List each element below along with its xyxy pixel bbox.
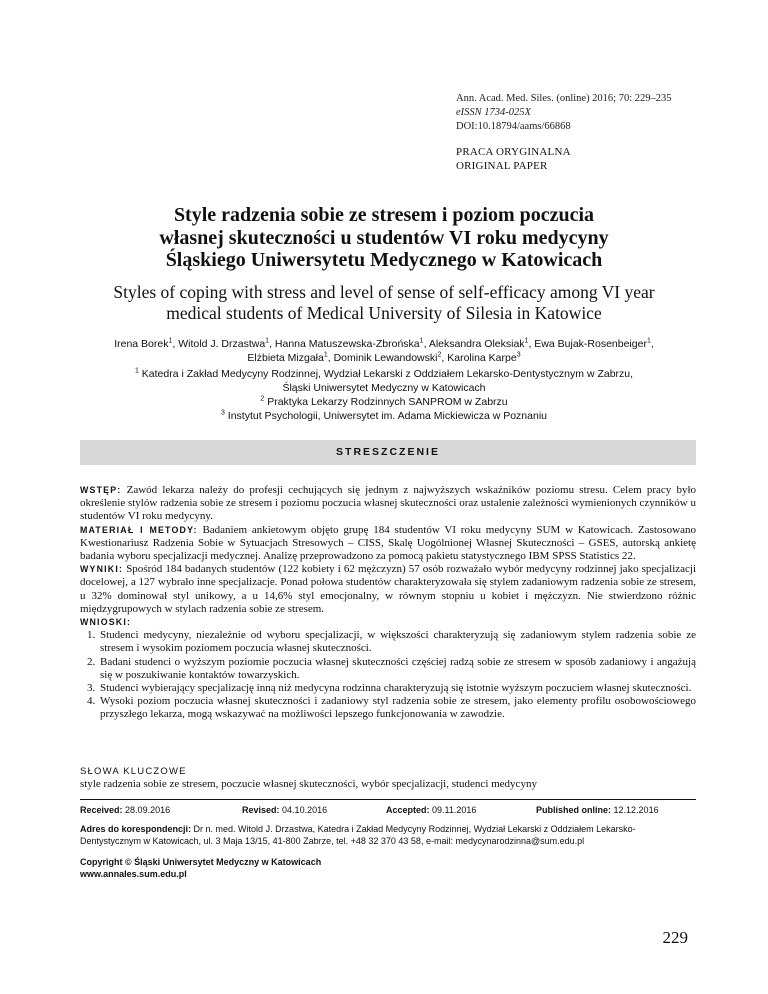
eissn: eISSN 1734-025X — [456, 107, 531, 118]
list-item: 2. Badani studenci o wyższym poziomie poczucia własnej skuteczności częściej radzą sobie ze stresem w sposób zadaniowy i angażują się w poszukiwanie kontaktów towarzyskich. — [98, 656, 696, 682]
abstract-results: WYNIKI: Spośród 184 badanych studentów (122 kobiety i 62 mężczyzn) 57 osób rozważało wybór medycyny rodzinnej jako specjalizacji docelowej, a 127 wybrało inne specjalizacje. Ponad połowa studentów charakteryzowała się stylem zadaniowym radzenia sobie ze stresem, u 32% dominował styl unikowy, a u 14,6% styl emocjonalny, w równym stopniu u kobiet i mężczyzn. Nie stwierdzono różnic międzygrupowych w stylach radzenia sobie ze stresem. — [80, 563, 697, 615]
title-en-line: Styles of coping with stress and level of sense of self-efficacy among VI year — [113, 282, 655, 302]
paper-type-pl: PRACA ORYGINALNA — [456, 146, 571, 158]
author: Ewa Bujak-Rosenbeiger$^1$, — [534, 337, 654, 350]
title-english — [60, 282, 708, 324]
journal-header — [456, 92, 746, 134]
author: Dominik Lewandowski$^2$, — [333, 351, 448, 364]
abstract-conclusions-label: WNIOSKI: — [80, 617, 132, 628]
author-list — [60, 337, 708, 365]
affiliation-1-cont: Śląski Uniwersytet Medyczny w Katowicach — [282, 382, 486, 394]
author: Irena Borek$^1$, — [114, 337, 179, 350]
title-pl-line: Śląskiego Uniwersytetu Medycznego w Katowicach — [165, 249, 603, 271]
copyright-line: Copyright © Śląski Uniwersytet Medyczny w Katowicach — [80, 857, 322, 867]
keywords-text: style radzenia sobie ze stresem, poczucie własnej skuteczności, wybór specjalizacji, studenci medycyny — [80, 778, 537, 790]
abstract-methods: MATERIAŁ I METODY: Badaniem ankietowym objęto grupę 184 studentów VI roku medycyny SUM w Katowicach. Zastosowano Kwestionariusz Radzenia Sobie w Sytuacjach Stresowych – CISS, Skalę Uogólnionej Własnej Skuteczności – GSES, autorską ankietę badania wyboru specjalizacji medycznej. Analizę przeprowadzono za pomocą pakietu statystycznego IBM SPSS Statistics 22. — [80, 523, 696, 563]
author: Aleksandra Oleksiak$^1$, — [428, 337, 535, 350]
abstract-body — [80, 484, 696, 722]
list-item: 3. Studenci wybierający specjalizację inną niż medycyna rodzinna charakteryzują się istotnie wyższym poczuciem własnej skuteczności. — [98, 682, 696, 695]
author: Witold J. Drzastwa$^1$, — [178, 337, 275, 350]
journal-website-link[interactable]: www.annales.sum.edu.pl — [80, 869, 187, 879]
title-pl-line: Style radzenia sobie ze stresem i poziom poczucia — [173, 204, 595, 226]
conclusions-list — [80, 629, 696, 721]
author: Hanna Matuszewska-Zbrońska$^1$, — [274, 337, 429, 350]
abstract-intro: WSTĘP: Zawód lekarza należy do profesji cechujących się jednym z najwyższych wskaźników poziomu stresu. Celem pracy było określenie stylów radzenia sobie ze stresem i poziomu poczucia własnej skuteczności oraz ustalenie zależności wymienionych czynników u studentów VI roku medycyny. — [80, 484, 697, 523]
affiliation-2: $^2$ Praktyka Lekarzy Rodzinnych SANPROM w Zabrzu — [260, 395, 508, 408]
correspondence: Adres do korespondencji: Dr n. med. Witold J. Drzastwa, Katedra i Zakład Medycyny Rodzinnej, Wydział Lekarski z Oddziałem Lekarsko-Dentystycznym w Katowicach, ul. 3 Maja 13/15, 41-800 Zabrze, tel. +48 32 370 43 58, e-mail: medycynarodzinna@sum.edu.pl — [80, 824, 636, 846]
accepted-date: Accepted: 09.11.2016 — [386, 805, 477, 815]
page-number: 229 — [662, 928, 688, 947]
keywords-label: SŁOWA KLUCZOWE — [80, 766, 187, 777]
author: Karolina Karpe$^3$ — [447, 351, 521, 364]
title-en-line: medical students of Medical University of Silesia in Katowice — [166, 303, 602, 323]
paper-type — [456, 145, 571, 173]
published-date: Published online: 12.12.2016 — [536, 805, 659, 815]
title-pl-line: własnej skuteczności u studentów VI roku medycyny — [159, 226, 609, 249]
revised-date: Revised: 04.10.2016 — [242, 805, 328, 815]
doi-link[interactable]: DOI:10.18794/aams/66868 — [456, 121, 571, 132]
paper-type-en: ORIGINAL PAPER — [456, 160, 548, 172]
divider — [80, 799, 696, 800]
title-polish — [60, 204, 708, 272]
author: Elżbieta Mizgała$^1$, — [247, 351, 334, 364]
copyright — [80, 856, 321, 880]
journal-citation: Ann. Acad. Med. Siles. (online) 2016; 70: 229–235 — [456, 93, 672, 104]
affiliation-3: $^3$ Instytut Psychologii, Uniwersytet im. Adama Mickiewicza w Poznaniu — [220, 409, 548, 422]
received-date: Received: 28.09.2016 — [80, 805, 171, 815]
list-item: 1. Studenci medycyny, niezależnie od wyboru specjalizacji, w większości charakteryzują się zadaniowym stylem radzenia sobie ze stresem i wysokim poziomem poczucia własnej skuteczności. — [98, 629, 696, 655]
affiliations — [60, 367, 708, 423]
affiliation-1: $^1$ Katedra i Zakład Medycyny Rodzinnej, Wydział Lekarski z Oddziałem Lekarsko-Dentystycznym w Zabrzu, — [134, 367, 634, 380]
abstract-heading: STRESZCZENIE — [80, 440, 696, 465]
list-item: 4. Wysoki poziom poczucia własnej skuteczności i zadaniowy styl radzenia sobie ze stresem, jako elementy profilu osobowościowego przyszłego lekarza, mogą wskazywać na możliwości lepszego funkcjonowania w zawodzie. — [98, 695, 696, 721]
